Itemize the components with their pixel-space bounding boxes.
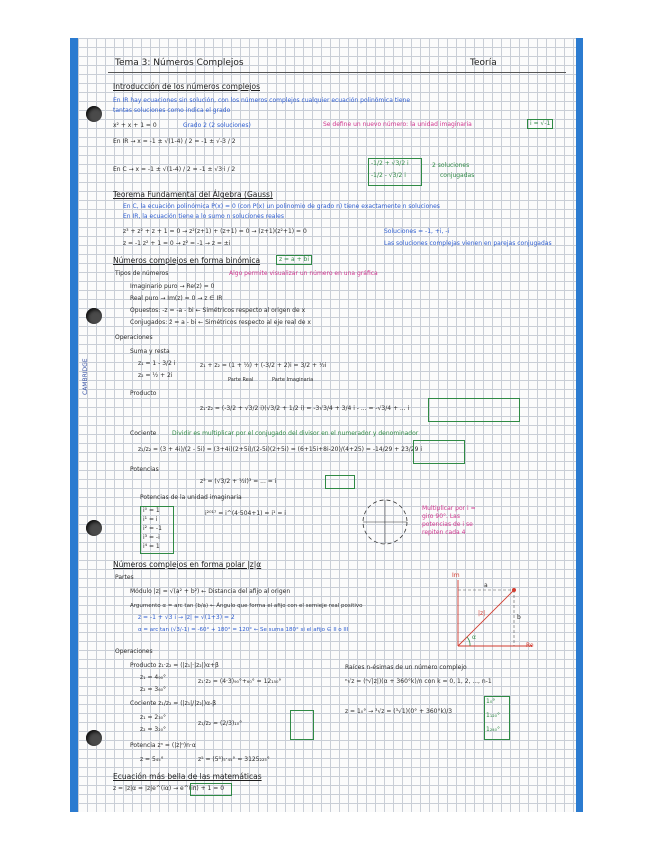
operand: z₁ = 2₃₀° bbox=[140, 714, 167, 721]
boxed-definition: i = √-1 bbox=[527, 119, 553, 129]
power-item: i³ = -i bbox=[143, 534, 160, 541]
page-title: Tema 3: Números Complejos bbox=[115, 58, 244, 68]
equation: z = |z|α = |z|e^(iα) → e^(iπ) + 1 = 0 bbox=[113, 785, 225, 792]
note: Las soluciones complejas vienen en parejas conjugadas bbox=[384, 240, 552, 247]
operand: z₂ = 3₆₀° bbox=[140, 686, 167, 693]
solution: -1/2 - √3/2 i bbox=[371, 172, 406, 179]
solutions: Soluciones = -1, +i, -i bbox=[384, 228, 450, 235]
note: 2 soluciones bbox=[432, 162, 470, 169]
power-item: i² = -1 bbox=[143, 525, 162, 532]
subheading: Partes bbox=[115, 574, 134, 581]
boxed-form: z = a + bi bbox=[276, 255, 312, 265]
page-label: Teoría bbox=[470, 58, 497, 68]
equation: z₁·z₂ = (4·3)₉₀°+₆₀° = 12₁₅₀° bbox=[198, 678, 282, 685]
subheading: Potencias de la unidad imaginaria bbox=[140, 494, 242, 501]
power-item: i⁰ = 1 bbox=[143, 507, 160, 514]
tfa-text: En IR, la ecuación tiene a lo sumo n soluciones reales bbox=[123, 213, 284, 220]
solution: -1/2 + √3/2 i bbox=[371, 160, 409, 167]
axis-label: Im bbox=[452, 572, 460, 579]
operation-title: Producto bbox=[130, 390, 157, 397]
axis-label: Re bbox=[526, 642, 534, 649]
equation: i²⁰¹⁷ = i^(4·504+1) = i¹ = i bbox=[205, 510, 286, 517]
diagram-label: |z| bbox=[478, 610, 486, 617]
list-item: Módulo |z| = √(a² + b²) ← Distancia del afijo al origen bbox=[130, 588, 291, 595]
operation-title: Producto z₁·z₂ = (|z₁|·|z₂|)α+β bbox=[130, 662, 219, 669]
list-item: Opuestos: -z = -a - bi ← Simétricos respecto al origen de x bbox=[130, 307, 306, 314]
equation: z = -1 z² + 1 = 0 → z² = -1 → z = ±i bbox=[123, 240, 231, 247]
brand-label: CAMBRIDGE bbox=[82, 358, 89, 395]
pink-note: Algo permite visualizar un número en una gráfica bbox=[229, 270, 378, 277]
subheading: Tipos de números bbox=[115, 270, 169, 277]
equation: En C → x = -1 ± √(1-4) / 2 = -1 ± √3·i / 2 bbox=[113, 166, 236, 173]
operand: z₂ = 3₂₀° bbox=[140, 726, 167, 733]
section-heading: Números complejos en forma binómica bbox=[113, 256, 261, 265]
example: z = -1 + √3 i → |z| = √(1+3) = 2 bbox=[138, 614, 235, 621]
list-item: Imaginario puro → Re(z) = 0 bbox=[130, 283, 215, 290]
equation: z³ = (√3/2 + ½i)³ = ... = i bbox=[200, 478, 277, 485]
equation: z₁/z₂ = (3 + 4i)/(2 - 5i) = (3+4i)(2+5i)/(2-5i)(2+5i) = (6+15i+8i-20)/(4+25) = -14/29 + 23/29 i bbox=[138, 446, 422, 453]
operation-title: Suma y resta bbox=[130, 348, 170, 355]
equation: z₁/z₂ = (2/3)₁₀° bbox=[198, 720, 243, 727]
operand: z₂ = ½ + 2i bbox=[138, 372, 173, 379]
result-box bbox=[190, 783, 232, 796]
equation: z₁ + z₂ = (1 + ½) + (-3/2 + 2)i = 3/2 + ½i bbox=[200, 362, 327, 369]
list-item: Conjugados: z̄ = a - bi ← Simétricos respecto al eje real de x bbox=[130, 319, 311, 326]
subheading: Operaciones bbox=[115, 334, 153, 341]
pink-note: Se define un nuevo número: la unidad imaginaria bbox=[323, 121, 472, 128]
list-item: Argumento α = arc tan (b/a) ← Ángulo que forma el afijo con el semieje real positivo bbox=[130, 603, 363, 609]
power-item: i¹ = i bbox=[143, 516, 158, 523]
annotation: Parte Imaginaria bbox=[272, 377, 314, 383]
root: 1₂₄₀° bbox=[486, 726, 501, 733]
equation: En IR → x = -1 ± √(1-4) / 2 = -1 ± √-3 / 2 bbox=[113, 138, 236, 145]
result-box bbox=[290, 710, 314, 740]
root: 1₁₂₀° bbox=[486, 712, 501, 719]
subheading: Operaciones bbox=[115, 648, 153, 655]
pink-note: Multiplicar por i = giro 90°. Las potencias de i se repiten cada 4 bbox=[422, 505, 476, 536]
root: 1₀° bbox=[486, 698, 496, 705]
operation-title: Potencia zⁿ = (|z|ⁿ)n·α bbox=[130, 742, 196, 749]
operation-title: Potencias bbox=[130, 466, 159, 473]
note: conjugadas bbox=[440, 172, 475, 179]
section-heading: Introducción de los números complejos bbox=[113, 82, 260, 91]
section-heading: Números complejos en forma polar |z|α bbox=[113, 560, 262, 569]
subheading: Raíces n-ésimas de un número complejo bbox=[345, 664, 467, 671]
operation-title: Cociente z₁/z₂ = (|z₁|/|z₂|)α-β bbox=[130, 700, 217, 707]
list-item: Real puro → Im(z) = 0 → z ∈ IR bbox=[130, 295, 223, 302]
section-heading: Ecuación más bella de las matemáticas bbox=[113, 772, 262, 781]
diagram-label: α bbox=[472, 634, 476, 641]
note: Dividir es multiplicar por el conjugado del divisor en el numerador y denominador bbox=[172, 430, 419, 437]
equation: z₁·z₂ = (-3/2 + √3/2 i)(√3/2 + 1/2 i) = -3√3/4 + 3/4 i - ... = -√3/4 + ... i bbox=[200, 405, 410, 412]
equation: z³ + z² + z + 1 = 0 → z²(z+1) + (z+1) = 0 → (z+1)(z²+1) = 0 bbox=[123, 228, 307, 235]
annotation: Parte Real bbox=[228, 377, 254, 383]
example: α = arc tan (√3/-1) = -60° + 180° = 120° ← Se suma 180° si el afijo ∈ II o III bbox=[138, 627, 349, 633]
equation: z = 1₀° → ³√z = (³√1)(0° + 360°k)/3 bbox=[345, 708, 453, 715]
diagram-label: a bbox=[484, 582, 488, 589]
operation-title: Cociente bbox=[130, 430, 157, 437]
intro-text: En IR hay ecuaciones sin solución, con los números complejos cualquier ecuación polinómica tiene bbox=[113, 97, 411, 104]
note: Grado 2 (2 soluciones) bbox=[183, 122, 251, 129]
equation: x² + x + 1 = 0 bbox=[113, 122, 157, 129]
power-item: i⁴ = 1 bbox=[143, 543, 160, 550]
operand: z₁ = 4₉₀° bbox=[140, 674, 167, 681]
operand: z = 5₄₅° bbox=[140, 756, 164, 763]
section-heading: Teorema Fundamental del Álgebra (Gauss) bbox=[113, 190, 273, 199]
intro-text: tantas soluciones como indica el grado bbox=[113, 107, 231, 114]
equation: ⁿ√z = (ⁿ√|z|)(α + 360°k)/n con k = 0, 1, 2, ..., n-1 bbox=[345, 678, 492, 685]
equation: z⁵ = (5⁵)₅·₄₅° = 3125₂₂₅° bbox=[198, 756, 270, 763]
diagram-label: b bbox=[517, 614, 521, 621]
tfa-text: En C, la ecuación polinómica P(x) = 0 (con P(x) un polinomio de grado n) tiene exactamente n soluciones bbox=[123, 203, 440, 210]
operand: z₁ = 1 - 3/2 i bbox=[138, 360, 176, 367]
